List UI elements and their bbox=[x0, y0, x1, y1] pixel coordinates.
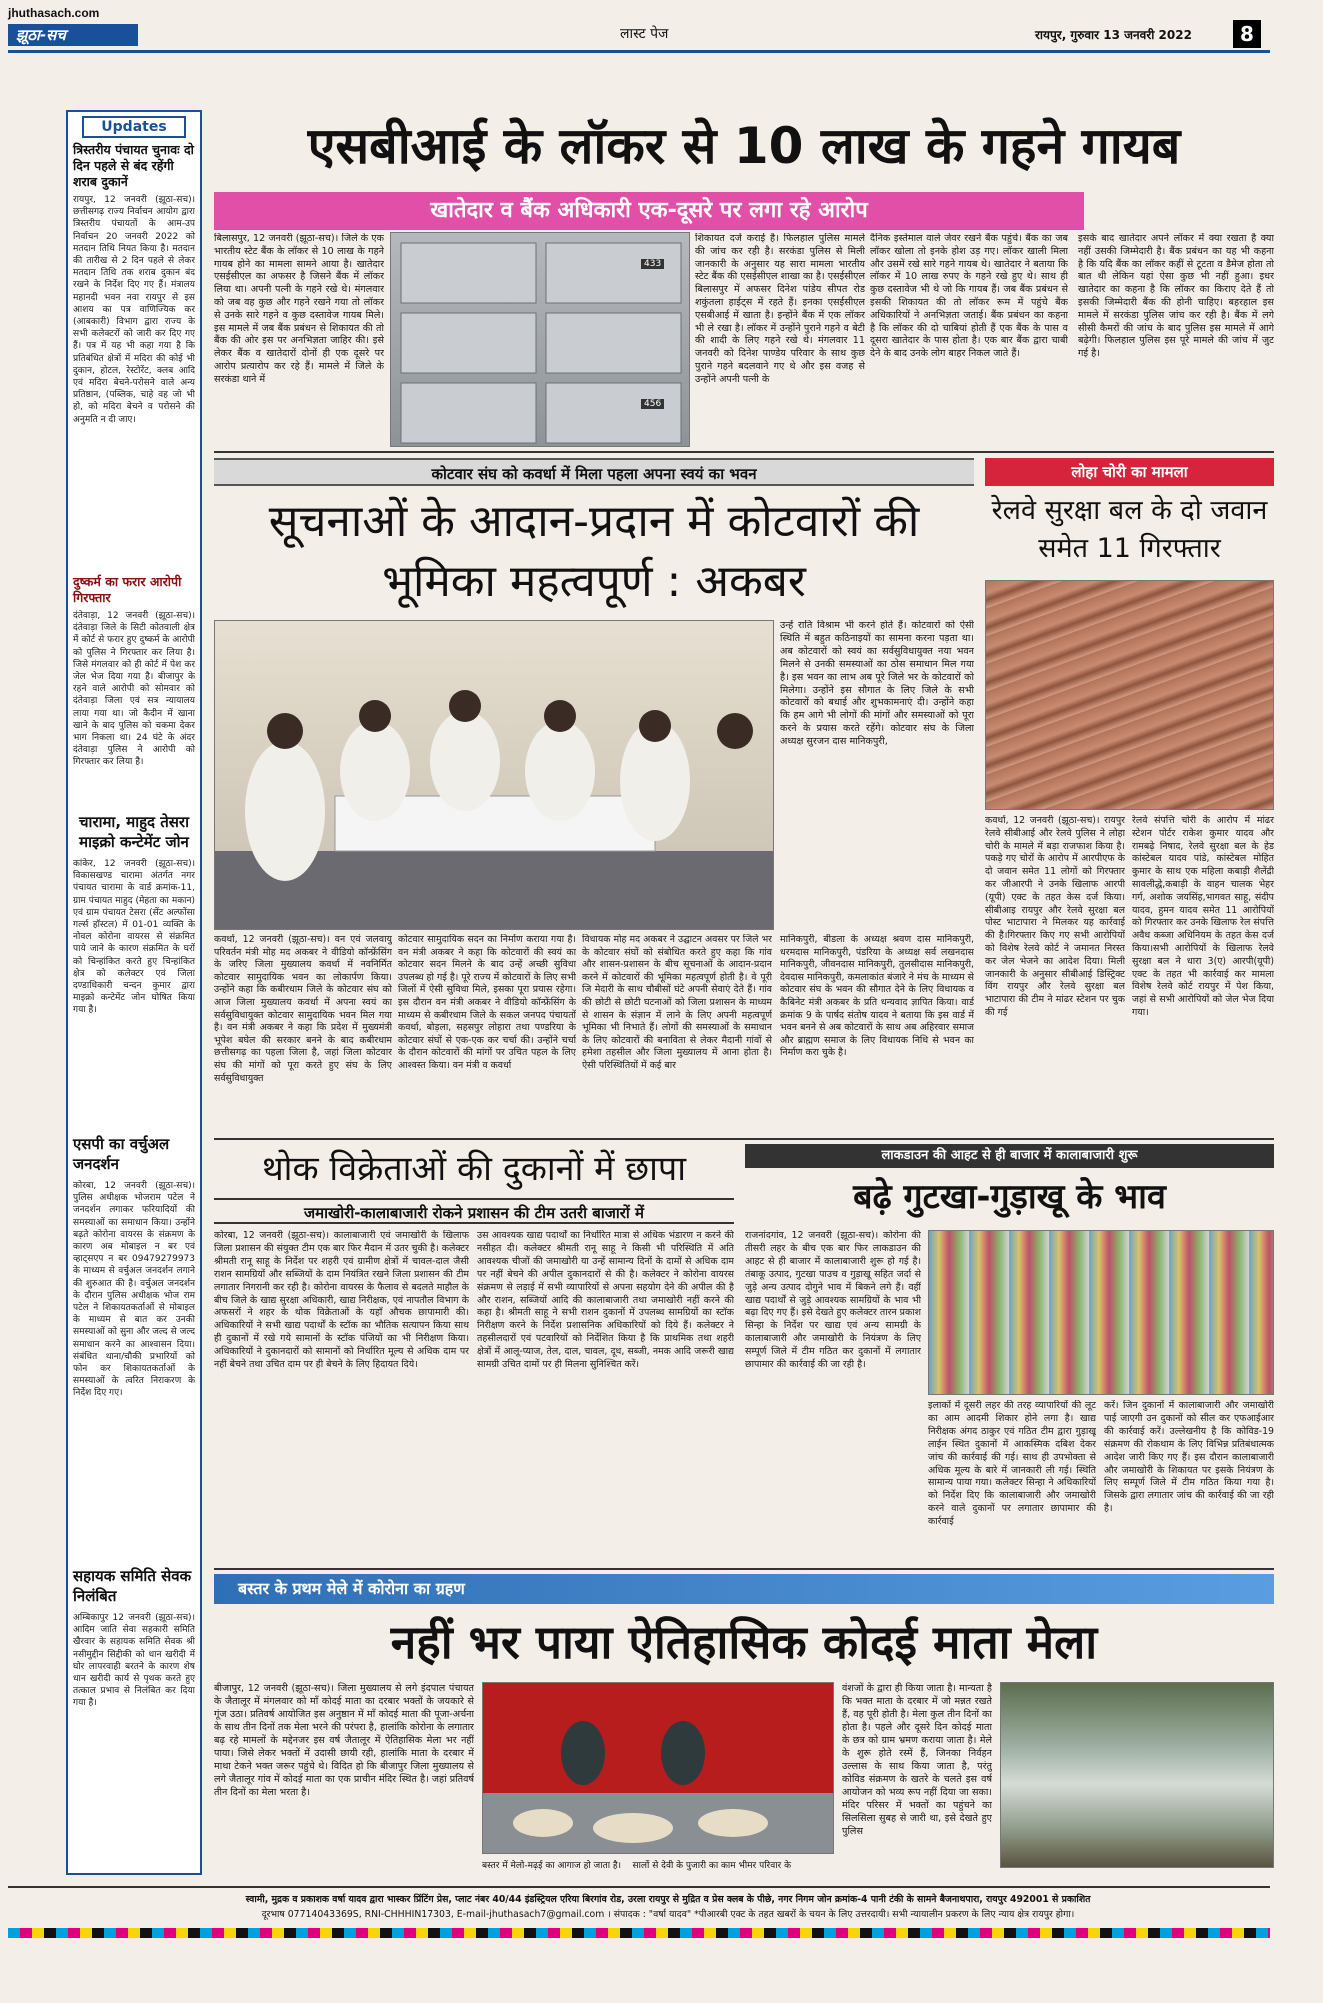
print-color-bar bbox=[8, 1928, 1270, 1938]
issue-date: रायपुर, गुरुवार 13 जनवरी 2022 bbox=[1035, 28, 1192, 42]
iron-photo bbox=[985, 580, 1274, 810]
sidebar-headline: त्रिस्तरीय पंचायत चुनावः दो दिन पहले से बंद रहेंगी शराब दुकानें bbox=[73, 142, 194, 189]
story6-col1: बीजापुर, 12 जनवरी (झूठा-सच)। जिला मुख्यालय से लगे इंदपाल पंचायत के जैतालूर में मंगलवार को माँ कोदई माता का दरबार भक्तों के जयकारे से गूंज उठा। प्रतिवर्ष आयोजित इस अनुष्ठान में माँ कोदई माता की पूजा-अर्चना के साथ तीन दिनों तक मेला भरने की परंपरा है, हालांकि कोरोना के लगातार बढ़ रहे मामलों के मद्देनजर इस वर्ष जैतालूर में ऐतिहासिक मेला भर नहीं पाया। जिसे लेकर भक्तों में उदासी छायी रही, हालांकि माता के दरबार में माथा टेकने भक्त जरूर पहुंचे थे। विदित हो कि बीजापुर जिला मुख्यालय से लगे जैतालूर गांव में कोदई माता का एक प्राचीन मंदिर स्थित है। जहां प्रतिवर्ष तीन दिनों का मेला भरता है। bbox=[214, 1683, 474, 1798]
sidebar-body: अम्बिकापुर 12 जनवरी (झूठा-सच)। आदिम जाति सेवा सहकारी समिति खैरवार के सहायक समिति सेवक श्री नसीमुद्दीन सिद्दीकी को धान खरीदी में घोर लापरवाही बरतने के कारण शेष धान खरीदी कार्य से पृथक करते हुए तत्काल प्रभाव से निलंबित कर दिया गया है। bbox=[73, 1613, 195, 1709]
story5-kicker: लाकडाउन की आहट से ही बाजार में कालाबाजारी शुरू bbox=[745, 1144, 1274, 1168]
divider bbox=[214, 1138, 1274, 1140]
footer-imprint: स्वामी, मुद्रक व प्रकाशक वर्षा यादव द्वारा भास्कर प्रिंटिंग प्रेस, प्लाट नंबर 40/44 इंडस्ट्रियल एरिया बिरगांव रोड, उरला रायपुर से मुद्रित व प्रेस क्लब के पीछे, नगर निगम जोन क्रमांक-4 पानी टंकी के सामने बैजनाथपारा, रायपुर 492001 से प्रकाशित bbox=[245, 1894, 1091, 1905]
story6-kicker: बस्तर के प्रथम मेले में कोरोना का ग्रहण bbox=[214, 1574, 1274, 1604]
story2-col3: विधायक मोह मद अकबर ने उद्घाटन अवसर पर जिले भर के कोटवार संघों को संबोधित करते हुए कहा कि गांव और शासन-प्रशासन के बीच सूचनाओं के आदान-प्रदान करने में कोटवारों की भूमिका महत्वपूर्ण होती है। वे पूरी जि मेदारी के साथ चौबीसों घंटे अपनी सेवाएं देते हैं। गांव की छोटी से छोटी घटनाओं को जिला प्रशासन के माध्यम से शासन के संज्ञान में लाने के लिए अपनी महत्वपूर्ण भूमिका भी निभाते हैं। लोगों की समस्याओं के समाधान के लिए कोटवारों की बनाविता से लेकर मैदानी गांवों से हमेशा तहसील और जिला मुख्यालय में आना होता है। ऐसी परिस्थितियों में कई बार bbox=[582, 934, 772, 1071]
divider bbox=[214, 451, 1274, 453]
sidebar-body: दंतेवाड़ा, 12 जनवरी (झूठा-सच)। दंतेवाड़ा जिले के सिटी कोतवाली क्षेत्र में कोर्ट से फरार हुए दुष्कर्म के आरोपी को पुलिस ने गिरफ्तार कर लिया है। जिसे मंगलवार को ही कोर्ट में पेश कर जेल भेज दिया गया है। बीजापुर के रहने वाले आरोपी को सोमवार को दंतेवाड़ा जिला एवं सत्र न्यायालय लाया गया था। जो कैदीन में खाना खाने के बाद पुलिस को चकमा देकर भाग निकला था। 24 घंटे के अंदर दंतेवाड़ा पुलिस ने आरोपी को गिरफ्तार कर लिया है। bbox=[73, 611, 195, 768]
story2-headline[interactable]: सूचनाओं के आदान-प्रदान में कोटवारों की भूमिका महत्वपूर्ण : अकबर bbox=[268, 496, 920, 607]
sidebar-item-liquor[interactable] bbox=[73, 142, 195, 570]
story2-col2: कोटवार सामुदायिक सदन का निर्माण कराया गया है। वन मंत्री अकबर ने कहा कि कोटवारों की स्वयं का कोटवार सदन मिलने के बाद उन्हें अच्छी सुविधा उपलब्ध हो गई है। पूरे राज्य में कोटवारों के लिए सभी जिलों में ऐसी सुविधा मिले, इसका पूरा प्रयास रहेगा। इस दौरान वन मंत्री अकबर ने वीडियो कॉन्फ्रेंसिंग के माध्यम से कबीरधाम जिले के सकल जनपद पंचायतों कवर्धा, बोड़ला, सहसपुर लोहारा तथा पण्डरिया के कोटवार संघों से एक-एक कर चर्चा की। उन्होंने चर्चा के दौरान कोटवारों की मांगों पर उचित पहल के लिए आश्वस्त किया। वन मंत्री व कवर्धा bbox=[398, 934, 576, 1071]
story2-col4: मानिकपुरी, बीडला के अध्यक्ष श्रवण दास मानिकपुरी, धरमदास मानिकपुरी, पंडरिया के अध्यक्ष सर्व लखनदास मानिकपुरी, जीवनदास मानिकपुरी, तुलसीदास मानिकपुरी, देवदास मानिकपुरी, कमलाकांत बंजारे ने मंच के माध्यम से कोटवार संघ के भवन की सौगात देने के लिए विधायक व कैबिनेट मंत्री अकबर के प्रति धन्यवाद ज्ञापित किया। वार्ड क्रमांक 9 के पार्षद संतोष यादव ने बताया कि इस वार्ड में भवन बनने से अब कोटवारों के साथ अब अहिरवार समाज और ब्राह्मण समाज के लिए विधायक निधि से भवन का निर्माण करा चुके है। bbox=[780, 934, 974, 1059]
footer-rule bbox=[8, 1886, 1270, 1888]
story5-col2: इलाकों में दूसरी लहर की तरह व्यापारियों की लूट का आम आदमी शिकार होने लगा है। खाद्य निरीक्षक अंगद ठाकुर एवं गठित टीम द्वारा गुड़ाखू लाईन स्थित दुकानों में आकस्मिक दबिश देकर जांच की कार्रवाई की गई। साथ ही उपभोक्ता से अधिक मूल्य के बारे में जानकारी ली गई। स्थिति सामान्य पाया गया। कलेक्टर सिन्हा ने अधिकारियों को निर्देश दिए कि कालाबाजारी और जमाखोरी करने वाले दुकानों पर लगातार छापामार की कार्रवाई bbox=[928, 1400, 1096, 1528]
story4-col2: उस आवश्यक खाद्य पदार्थों का निर्धारित मात्रा से अधिक भंडारण न करने की नसीहत दी। कलेक्टर श्रीमती रानू साहू ने किसी भी परिस्थिति में अति आवश्यक चीजों की जमाखोरी या उन्हें सामान्य दिनों के दामों से अधिक दाम पर नहीं बेचने की अपील दुकानदारों से की है। कलेक्टर ने कोरोना वायरस संक्रमण से लड़ाई में सभी व्यापारियों से अपना सहयोग देने की अपील की है और राशन, सब्जियों आदि की कालाबाजारी तथा जमाखोरी नहीं करने की कहा है। श्रीमती साहू ने सभी राशन दुकानों में उपलब्ध सामग्रियों का स्टॉक निरीक्षण करने के निर्देश प्रशासनिक अधिकारियों को दिये हैं। कलेक्टर ने तहसीलदारों एवं पटवारियों को निर्देशित किया है कि प्राथमिक तथा शहरी क्षेत्रों में आलू-प्याज, तेल, दाल, चावल, दूध, सब्जी, नमक आदि जरूरी खाद्य सामग्री उचित दामों पर ही मिलना सुनिश्चित करें। bbox=[477, 1230, 734, 1371]
masthead-rule bbox=[8, 50, 1270, 53]
story1-headline[interactable]: एसबीआई के लॉकर से 10 लाख के गहने गायब bbox=[307, 117, 1181, 175]
sidebar-item-janadarshan[interactable] bbox=[73, 1134, 195, 1560]
sidebar-body: रायपुर, 12 जनवरी (झूठा-सच)। छत्तीसगढ़ राज्य निर्वाचन आयोग द्वारा त्रिस्तरीय पंचायतों के आम-उप निर्वाचन 20 जनवरी 2022 को मतदान तिथि नियत किया है। मतदान की तारीख से 2 दिन पहले से लेकर मतदान तिथि तक शराब दुकान बंद रखने के निर्देश दिए गए हैं। मंत्रालय महानदी भवन नवा रायपुर से इस आशय का पत्र वाणिज्यिक कर (आबकारी) विभाग द्वारा राज्य के सभी कलेक्टरों को जारी कर दिए गए हैं। पत्र में यह भी कहा गया है कि प्रतिबंधित क्षेत्रों में मदिरा की कोई भी दुकान, होटल, रेस्टोरेंट, क्लब आदि एवं मदिरा बेचने-परोसने वाले अन्य प्रतिष्ठान, (पब्लिक, चाहे वह जो भी हो, को मदिरा बेचने व परोसने की अनुमति न दी जाए। bbox=[73, 195, 195, 425]
temple-illustration bbox=[483, 1683, 834, 1854]
story4-headline[interactable]: थोक विक्रेताओं की दुकानों में छापा bbox=[261, 1149, 687, 1189]
story2-kicker: कोटवार संघ को कवर्धा में मिला पहला अपना स्वयं का भवन bbox=[214, 458, 974, 486]
story3-tag: लोहा चोरी का मामला bbox=[985, 458, 1274, 486]
sidebar-item-accused[interactable] bbox=[73, 574, 195, 806]
story5-col1: राजनांदगांव, 12 जनवरी (झूठा-सच)। कोरोना की तीसरी लहर के बीच एक बार फिर लाकडाउन की आहट से ही बाजार में कालाबाजारी शुरू हो गई है। तंबाकू उत्पाद, गुटखा पाउच व गुड़ाखू सहित जर्दा से जुड़े अन्य उत्पाद दोगुने भाव में बिकने लगे हैं। वहीं खाद्य पदार्थों से जुड़े आवश्यक सामग्रियों के भाव भी बढ़ा दिए गए हैं। इसे देखते हुए कलेक्टर तारन प्रकाश सिन्हा के निर्देश पर खाद्य एवं अन्य सामग्री के कालाबाजारी और जमाखोरी के नियंत्रण के लिए सम्पूर्ण जिले में टीम गठित कर दुकानों में लगातार छापामार की कार्रवाई की जा रही है। bbox=[745, 1230, 921, 1371]
divider bbox=[214, 1568, 1274, 1570]
gutkha-photo bbox=[928, 1230, 1274, 1395]
story3-col2: रेलवे संपत्ति चोरी के आरोप में मांढर स्टेशन पोर्टर राकेश कुमार यादव और रामबढ़े निषाद, रेलवे सुरक्षा बल के हेड कांस्टेबल यादव पांडे, कांस्टेबल मोहित कुमार के साथ एक महिला कबाड़ी शैलेंद्री सावलीद्धे,कबाड़ी के वाहन चालक भेहर गर्ग, अशोक जयसिंह,भागवत साहू, संदीप यादव, हुमन यादव समेत 11 आरोपियों को गिरफ्तार कर उनके खिलाफ रेल संपत्ति अवैध कब्जा अधिनियम के तहत केस दर्ज किया।सभी आरोपियों के खिलाफ रेलवे सुरक्षा बल ने धारा 3(ए) आरपी(यूपी) एक्ट के तहत भी कार्रवाई कर मामला विशेष रेलवे कोर्ट रायपुर में पेश किया, जहां से सभी आरोपियों को जेल भेज दिया गया। bbox=[1132, 815, 1274, 1018]
brand-logo: झूठा-सच bbox=[8, 24, 138, 46]
sidebar-body: कांकेर, 12 जनवरी (झूठा-सच)। विकासखण्ड चारामा अंतर्गत नगर पंचायत चारामा के वार्ड क्रमांक-11, ग्राम पंचायत माहुद (मेहता का मकान) एवं ग्राम पंचायत टेसरा (सेंट अल्फोंसा गर्ल्स हॉस्टल) में 01-01 व्यक्ति के नोवल कोरोना वायरस से संक्रमित पाये जाने के कारण संक्रमित के घरों को चिन्हांकित करते हुए चिन्हांकित क्षेत्र को कलेक्टर एवं जिला दण्डाधिकारी चन्दन कुमार द्वारा माइक्रो कन्टेमेंट जोन घोषित किया गया है। bbox=[73, 859, 195, 1016]
story6-col2: वंशजों के द्वारा ही किया जाता है। मान्यता है कि भक्त माता के दरबार में जो मन्नत रखते हैं, वह पूरी होती है। मेला कुल तीन दिनों का होता है। पहले और दूसरे दिन कोदई माता के छत्र को ग्राम भ्रमण कराया जाता है। मेले के शुरू होते रस्में हैं, जिनका निर्वहन उल्लास के साथ किया जाता है, परंतु कोविड संक्रमण के खतरे के चलते इस वर्ष आयोजन को भव्य रूप नहीं दिया जा सका। मंदिर परिसर में भक्तों का पहुंचने का सिलसिला सुबह से जारी था, इसे देखते हुए पुलिस bbox=[842, 1683, 992, 1837]
story2-col1: कवर्धा, 12 जनवरी (झूठा-सच)। वन एवं जलवायु परिवर्तन मंत्री मोह मद अकबर ने वीडियो कॉन्फ्रेंसिंग के जरिए जिला मुख्यालय कवर्धा में नवनिर्मित कोटवार सामुदायिक भवन का लोकार्पण किया। उन्होंने कहा कि कबीरधाम जिले के कोटवार संघ को आज जिला मुख्यालय कवर्धा में अपना स्वयं का सर्वसुविधायुक्त कोटवार सामुदायिक भवन मिल गया है। वन मंत्री अकबर ने कहा कि प्रदेश में मुख्यमंत्री भूपेश बघेल की सरकार बनने के बाद कबीरधाम छत्तीसगढ़ का पहला जिला है, जहां जिला कोटवार संघ की मांगों को पूरा करते हुए संघ के लिए सर्वसुविधायुक्त bbox=[214, 934, 392, 1084]
section-label: लास्ट पेज bbox=[620, 26, 669, 42]
temple-photo bbox=[482, 1682, 834, 1854]
sidebar-item-suspended[interactable] bbox=[73, 1566, 195, 1762]
sidebar-headline: चारामा, माहुद तेसरा माइक्रो कन्टेमेंट जोन bbox=[79, 813, 189, 851]
sidebar-item-containment[interactable] bbox=[73, 812, 195, 1128]
story3-headline[interactable]: रेलवे सुरक्षा बल के दो जवान समेत 11 गिरफ्तार bbox=[991, 495, 1268, 564]
story1-deck: खातेदार व बैंक अधिकारी एक-दूसरे पर लगा रहे आरोप bbox=[214, 192, 1084, 230]
temple-photo-caption: बस्तर में मेलो-मढ़ई का आगाज हो जाता है। सालों से देवी के पुजारी का काम भीमर परिवार के bbox=[482, 1861, 792, 1871]
story1-col4: इसके बाद खातेदार अपने लॉकर में क्या रखता है क्या नहीं उसकी जिम्मेदारी है। बैंक प्रबंधन का यह भी कहना है कि यदि बैंक का लॉकर कहीं से टूटता व डैमेज होता तो बात थी लेकिन यहां ऐसा कुछ भी नहीं हुआ। इधर खातेदार का कहना है कि लॉकर का किराए देते हैं तो इसकी जिम्मेदारी बैंक की होनी चाहिए। बहरहाल इस मामले में सरकंडा पुलिस जांच कर रही है। बैंक में लगे सीसी कैमरों की जांच के बाद पुलिस इस मामले में आगे बढ़ेगी। फिलहाल पुलिस इस पूरे मामले की जांच में जुट गई है। bbox=[1078, 233, 1274, 360]
page-number: 8 bbox=[1233, 20, 1261, 48]
story3-col1: कवर्धा, 12 जनवरी (झूठा-सच)। रायपुर रेलवे सीबीआई और रेलवे पुलिस ने लोहा चोरी के मामले में बड़ा राजफाश किया है। पकड़े गए चोरों के आरोप में आरपीएफ के दो जवान समेत 11 लोगों को गिरफ्तार कर जीआरपी ने उनके खिलाफ आरपी (यूपी) एक्ट के तहत केस दर्ज किया। सीबीआइ रायपुर और रेलवे सुरक्षा बल पोस्ट भाटापारा ने मिलकर यह कार्रवाई की है।गिरफ्तार किए गए सभी आरोपियों को विशेष रेलवे कोर्ट ने जमानत निरस्त कर जेल भेजने का आदेश दिया। मिली जानकारी के अनुसार सीबीआई डिस्ट्रिक्ट विंग रायपुर और रेलवे सुरक्षा बल भाटापारा की टीम ने मांढर स्टेशन पर चुक की गई bbox=[985, 815, 1125, 1018]
story2-col-top: उन्हें राति विश्राम भी करने होते हैं। कोटवारों को ऐसी स्थिति में बहुत कठिनाइयों का सामना करना पड़ता था। अब कोटवारों को स्वयं का सर्वसुविधायुक्त नया भवन मिलने से उनकी समस्याओं का ठोस समाधान मिल गया है। इस भवन का लाभ अब पूरे जिले भर के कोटवारों को मिलेगा। उन्होंने इस सौगात के लिए जिले के सभी कोटवारों को बधाई और शुभकामनाएं दी। उन्होंने कहा कि हम आगे भी लोगों की मांगों और समस्याओं को पूरा करने के प्रयास करते रहेंगे। कोटवार संघ के जिला अध्यक्ष सुरजन दास मानिकपुरी, bbox=[780, 620, 974, 748]
sidebar bbox=[66, 110, 202, 1875]
meeting-photo bbox=[214, 620, 774, 930]
locker-number: 456 bbox=[641, 399, 664, 409]
story1-col1: बिलासपुर, 12 जनवरी (झूठा-सच)। जिले के एक भारतीय स्टेट बैंक के लॉकर से 10 लाख के गहने गायब होने का मामला सामने आया है। खातेदार एसईसीएल का अफसर है जिसने बैंक में लॉकर लिया था। अपनी पत्नी के गहने रखे थे। मंगलवार को जब वह कुछ और गहने रखने गया तो लॉकर से उनके सारे गहने व कुछ दस्तावेज गायब मिले। इस मामले में जब बैंक प्रबंधन से शिकायत की तो बैंक की ओर इस पर अनभिज्ञता जाहिर की। इसे लेकर बैंक व खातेदारों दोनों ही एक दूसरे पर आरोप प्रत्यारोप कर रहे हैं। मामले में जिले के सरकंडा थाने में bbox=[214, 233, 384, 385]
sidebar-headline: सहायक समिति सेवक निलंबित bbox=[73, 1567, 192, 1605]
sidebar-headline: दुष्कर्म का फरार आरोपी गिरफ्तार bbox=[73, 574, 182, 605]
updates-tag: Updates bbox=[82, 116, 186, 138]
locker-photo bbox=[390, 232, 690, 447]
site-url[interactable]: jhuthasach.com bbox=[8, 6, 100, 20]
story4-deck: जमाखोरी-कालाबाजारी रोकने प्रशासन की टीम उतरी बाजारों में bbox=[214, 1198, 734, 1224]
sidebar-headline: एसपी का वर्चुअल जनदर्शन bbox=[73, 1135, 170, 1173]
story5-col3: करें। जिन दुकानों में कालाबाजारी और जमाखोरी पाई जाएगी उन दुकानों को सील कर एफआईआर की कार्रवाई करें। उल्लेखनीय है कि कोविड-19 संक्रमण की रोकथाम के लिए विभिन्न प्रतिबंधात्मक आदेश जारी किए गए हैं। इस दौरान कालाबाजारी और जमाखोरी के शिकायत पर इसके नियंत्रण के लिए सम्पूर्ण जिले में टीम गठित किया गया है। जिसके द्वारा लगातार जांच की कार्रवाई की जा रही है। bbox=[1104, 1400, 1274, 1515]
story1-col3: दैनिक इस्तेमाल वाले जेवर रखने बैंक पहुंचे। बैंक का जब लॉकर खोला तो इनके होश उड़ गए। लॉकर खाली मिला और उसमें रखे सारे गहने गायब थे। खातेदार ने बताया कि लॉकर में 10 लाख रुपए के गहने रखे हुए थे। साथ ही कुछ दस्तावेज भी थे जो कि गायब हैं। जब बैंक प्रबंधन से इसकी शिकायत की तो लॉकर रूम में पहुंचे बैंक अधिकारियों ने अनभिज्ञता जताई। बैंक प्रबंधन का कहना है कि लॉकर की दो चाबियां होती हैं एक बैंक के पास व दूसरा खातेदार के पास होता है। एक बार बैंक द्वारा चाबी देने के बाद उनके लोग बाहर निकल जाते हैं। bbox=[870, 233, 1068, 360]
waterfall-photo bbox=[1000, 1682, 1274, 1868]
story5-headline[interactable]: बढ़े गुटखा-गुड़ाखू के भाव bbox=[853, 1177, 1166, 1217]
locker-number: 433 bbox=[641, 259, 664, 269]
story6-headline[interactable]: नहीं भर पाया ऐतिहासिक कोदई माता मेला bbox=[390, 1615, 1098, 1669]
footer-contact: दूरभाष 07714043369S, RNI-CHHHIN17303, E-mail-jhuthasach7@gmail.com । संपादक : "वर्षा यादव" *पीआरबी एक्ट के तहत खबरों के चयन के लिए उत्तरदायी। सभी न्यायालीन प्रकरण के लिए न्याय क्षेत्र रायपुर होगा। bbox=[261, 1909, 1075, 1920]
story4-col1: कोरबा, 12 जनवरी (झूठा-सच)। कालाबाजारी एवं जमाखोरी के खिलाफ जिला प्रशासन की संयुक्त टीम एक बार फिर मैदान में उतर चुकी है। कलेक्टर श्रीमती रानू साहू के निर्देश पर शहरी एवं ग्रामीण क्षेत्रों में चावल-दाल जैसी राशन सामग्रियों और सब्जियों के दाम नियंत्रित रखने जिला प्रशासन की टीम लगातार निगरानी कर रही है। कोरोना वायरस के फैलाव से बदलते माहौल के बीच जिले के खाद्य सुरक्षा अधिकारी, खाद्य निरीक्षक, एवं नापतौल विभाग के अफसरों ने शहर के थोक विक्रेताओं के यहाँ औचक छापामारी की। अधिकारियों ने सभी खाद्य पदार्थों के स्टॉक का भौतिक सत्यापन किया साथ ही दुकानों में रखे गये सामानों के स्टॉक पंजियों का भी निरीक्षण किया। अधिकारियों ने दुकानदारों को सामानों को निर्धारित मूल्य से अधिक दाम पर नहीं बेचने तथा उचित दाम पर ही बेचने के लिए हिदायत दिये। bbox=[214, 1230, 469, 1371]
sidebar-body: कोरबा, 12 जनवरी (झूठा-सच)। पुलिस अधीक्षक भोजराम पटेल ने जनदर्शन लगाकर फरियादियों की समस्याओं का समाधान किया। उन्होंने बढ़ते कोरोना वायरस के संक्रमण के कारण अब मोबाइल न बर एवं व्हाट्सएप न बर 09479279973 के माध्यम से वर्चुअल जनदर्शन लगाने की शुरुआत की है। वर्चुअल जनदर्शन के दौरान पुलिस अधीक्षक भोज राम पटेल ने शिकायतकर्ताओं से मोबाइल के माध्यम से बात कर उनकी समस्याओं को सुना और जल्द से जल्द समाधान करने का आश्वासन दिया। संबंधित थाना/चौकी प्रभारियों को फोन कर शिकायतकर्ताओं के समस्याओं के त्वरित निराकरण के निर्देश दिए गए। bbox=[73, 1181, 195, 1399]
meeting-illustration bbox=[215, 621, 774, 930]
story1-col2: शिकायत दर्ज कराई है। फिलहाल पुलिस मामले की जांच कर रही है। सरकंडा पुलिस से मिली जानकारी के अनुसार यह सारा मामला भारतीय स्टेट बैंक की एसईसीएल शाखा का है। एसईसीएल बिलासपुर में अफसर दिनेश पांडेय सीपत रोड शकुंतला हाईट्स में रहते हैं। इनका एसईसीएल एसबीआई में खाता है। इन्होंने बैंक में एक लॉकर भी ले रखा है। लॉकर में उन्होंने पुराने गहने व बेटी की शादी के लिए गहने रखे थे। मंगलवार 11 जनवरी को दिनेश पाण्डेय परिवार के साथ कुछ पुराने गहने बदलवाने गए थे और इस वजह से उन्होंने अपनी पत्नी के bbox=[695, 233, 865, 385]
